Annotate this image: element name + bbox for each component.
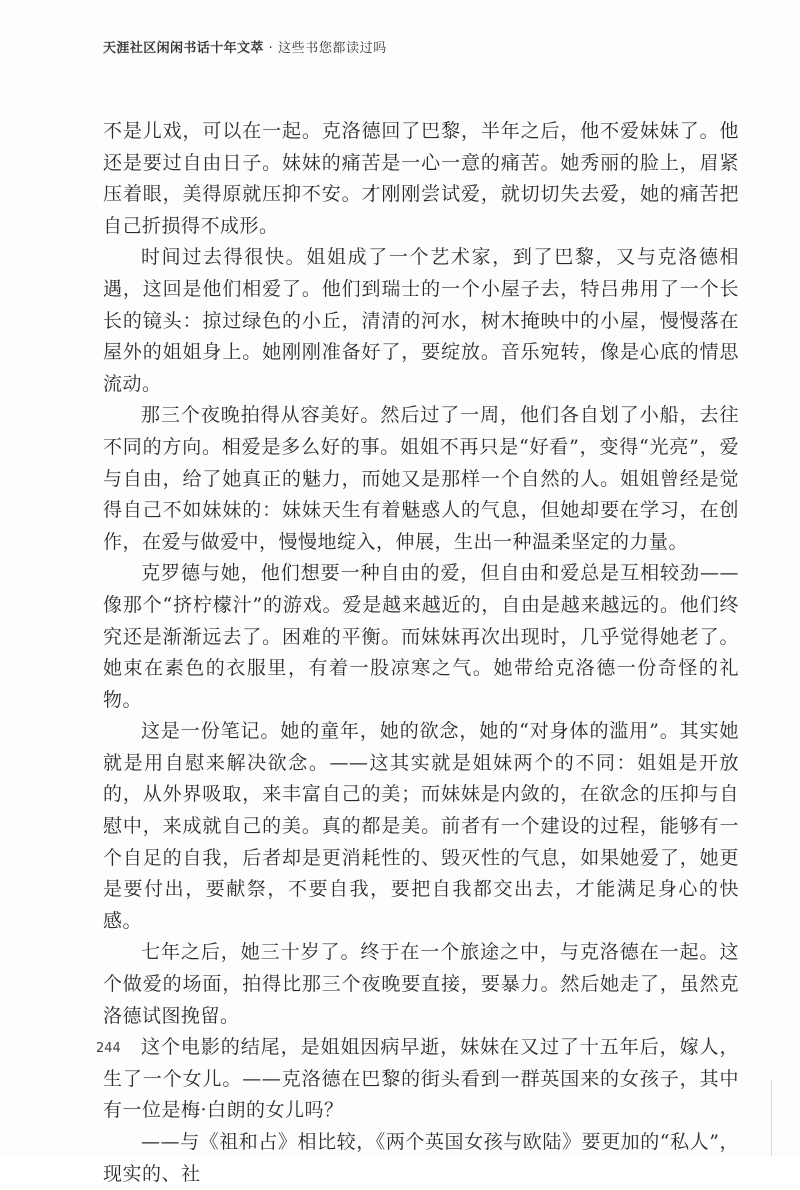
paragraph: 那三个夜晚拍得从容美好。然后过了一周，他们各自划了小船，去往不同的方向。相爱是多么好的事。姐姐不再只是“好看”，变得“光亮”，爱与自由，给了她真正的魅力，而她又是那样一个自然的人。姐姐曾经是觉得自己不如妹妹的：妹妹天生有着魅惑人的气息，但她却要在学习，在创作，在爱与做爱中，慢慢地绽入，伸展，生出一种温柔坚定的力量。 xyxy=(103,404,739,553)
paragraph: 这个电影的结尾，是姐姐因病早逝，妹妹在又过了十五年后，嫁人，生了一个女儿。——克洛德在巴黎的街头看到一群英国来的女孩子，其中有一位是梅·白朗的女儿吗？ xyxy=(103,1036,739,1122)
paragraph: 克罗德与她，他们想要一种自由的爱，但自由和爱总是互相较劲——像那个“挤柠檬汁”的游戏。爱是越来越近的，自由是越来越远的。他们终究还是渐渐远去了。困难的平衡。而妹妹再次出现时，几乎觉得她老了。她束在素色的衣服里，有着一股凉寒之气。她带给克洛德一份奇怪的礼物。 xyxy=(103,562,739,711)
paragraph: 七年之后，她三十岁了。终于在一个旅途之中，与克洛德在一起。这个做爱的场面，拍得比那三个夜晚要直接，要暴力。然后她走了，虽然克洛德试图挽留。 xyxy=(103,941,739,1027)
page-edge-divider xyxy=(771,1080,772,1156)
paragraph: 时间过去得很快。姐姐成了一个艺术家，到了巴黎，又与克洛德相遇，这回是他们相爱了。他们到瑞士的一个小屋子去，特吕弗用了一个长长的镜头：掠过绿色的小丘，清清的河水，树木掩映中的小屋，慢慢落在屋外的姐姐身上。她刚刚准备好了，要绽放。音乐宛转，像是心底的情思流动。 xyxy=(103,246,739,395)
paragraph: 这是一份笔记。她的童年，她的欲念，她的“对身体的滥用”。其实她就是用自慰来解决欲念。——这其实就是姐妹两个的不同：姐姐是开放的，从外界吸取，来丰富自己的美；而妹妹是内敛的，在欲念的压抑与自慰中，来成就自己的美。真的都是美。前者有一个建设的过程，能够有一个自足的自我，后者却是更消耗性的、毁灭性的气息，如果她爱了，她更是要付出，要献祭，不要自我，要把自我都交出去，才能满足身心的快感。 xyxy=(103,720,739,932)
page-number: 244 xyxy=(96,1041,121,1056)
paragraph: ——与《祖和占》相比较，《两个英国女孩与欧陆》要更加的“私人”，现实的、社 xyxy=(103,1131,739,1185)
paragraph-continued: 不是儿戏，可以在一起。克洛德回了巴黎，半年之后，他不爱妹妹了。他还是要过自由日子。妹妹的痛苦是一心一意的痛苦。她秀丽的脸上，眉紧压着眼，美得原就压抑不安。才刚刚尝试爱，就切切失去爱，她的痛苦把自己折损得不成形。 xyxy=(103,120,739,237)
body-text xyxy=(103,116,739,1190)
running-head xyxy=(103,37,387,56)
running-head-subtitle: 这些书您都读过吗 xyxy=(278,41,387,56)
running-head-title: 天涯社区闲闲书话十年文萃 xyxy=(103,41,264,56)
running-head-separator: · xyxy=(263,41,279,56)
